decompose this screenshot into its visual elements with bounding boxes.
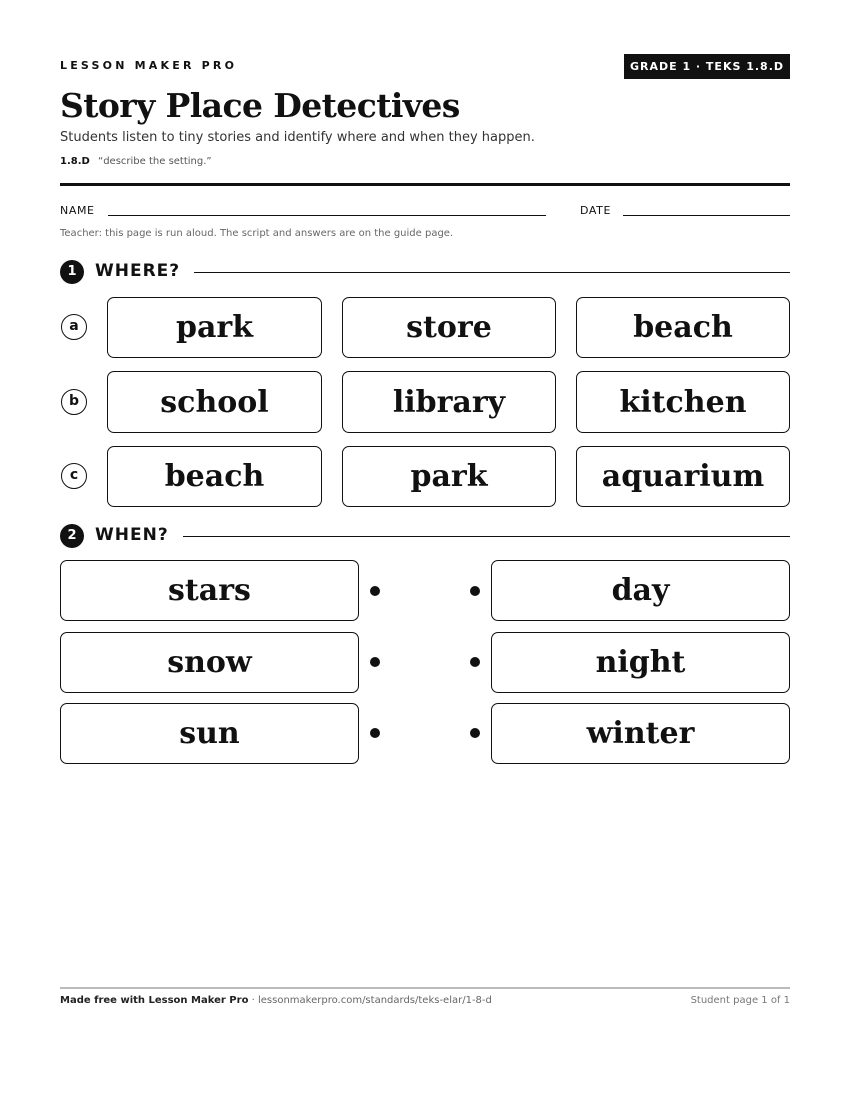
where-option-b3[interactable]: kitchen bbox=[576, 371, 790, 433]
header-divider bbox=[60, 183, 790, 186]
where-option-a2[interactable]: store bbox=[342, 297, 556, 358]
footer-divider bbox=[60, 987, 790, 989]
row-c-letter: c bbox=[61, 463, 87, 489]
when-right-2[interactable]: night bbox=[491, 632, 790, 693]
section-1-number: 1 bbox=[60, 260, 84, 284]
section-1-title: WHERE? bbox=[95, 261, 181, 281]
page-subtitle: Students listen to tiny stories and identify where and when they happen. bbox=[60, 130, 535, 145]
where-option-c2[interactable]: park bbox=[342, 446, 556, 507]
where-option-c1[interactable]: beach bbox=[107, 446, 322, 507]
section-2-number: 2 bbox=[60, 524, 84, 548]
standard-code: 1.8.D bbox=[60, 156, 90, 167]
teacher-note: Teacher: this page is run aloud. The script and answers are on the guide page. bbox=[60, 228, 454, 239]
footer-url: · lessonmakerpro.com/standards/teks-elar/1-8-d bbox=[248, 995, 492, 1006]
match-dot-left-3[interactable] bbox=[370, 728, 380, 738]
match-dot-right-3[interactable] bbox=[470, 728, 480, 738]
when-left-3[interactable]: sun bbox=[60, 703, 359, 764]
when-left-1[interactable]: stars bbox=[60, 560, 359, 621]
footer-made-with: Made free with Lesson Maker Pro bbox=[60, 995, 249, 1006]
brand-name: LESSON MAKER PRO bbox=[60, 59, 238, 72]
where-option-b1[interactable]: school bbox=[107, 371, 322, 433]
page-title: Story Place Detectives bbox=[60, 86, 460, 125]
row-b-letter: b bbox=[61, 389, 87, 415]
section-2-title: WHEN? bbox=[95, 525, 169, 545]
section-2-divider bbox=[183, 536, 790, 537]
date-field[interactable] bbox=[623, 215, 790, 216]
footer-credit bbox=[60, 995, 492, 1006]
where-option-a1[interactable]: park bbox=[107, 297, 322, 358]
match-dot-left-1[interactable] bbox=[370, 586, 380, 596]
when-left-2[interactable]: snow bbox=[60, 632, 359, 693]
date-label: DATE bbox=[580, 204, 612, 217]
match-dot-right-1[interactable] bbox=[470, 586, 480, 596]
where-option-b2[interactable]: library bbox=[342, 371, 556, 433]
standard-quote: “describe the setting.” bbox=[98, 156, 212, 167]
grade-badge: GRADE 1 · TEKS 1.8.D bbox=[624, 54, 790, 79]
footer-page-number: Student page 1 of 1 bbox=[690, 995, 790, 1006]
when-right-3[interactable]: winter bbox=[491, 703, 790, 764]
when-right-1[interactable]: day bbox=[491, 560, 790, 621]
row-a-letter: a bbox=[61, 314, 87, 340]
where-option-a3[interactable]: beach bbox=[576, 297, 790, 358]
match-dot-right-2[interactable] bbox=[470, 657, 480, 667]
standard-line bbox=[60, 156, 212, 167]
name-label: NAME bbox=[60, 204, 95, 217]
section-1-divider bbox=[194, 272, 790, 273]
where-option-c3[interactable]: aquarium bbox=[576, 446, 790, 507]
name-field[interactable] bbox=[108, 215, 546, 216]
match-dot-left-2[interactable] bbox=[370, 657, 380, 667]
